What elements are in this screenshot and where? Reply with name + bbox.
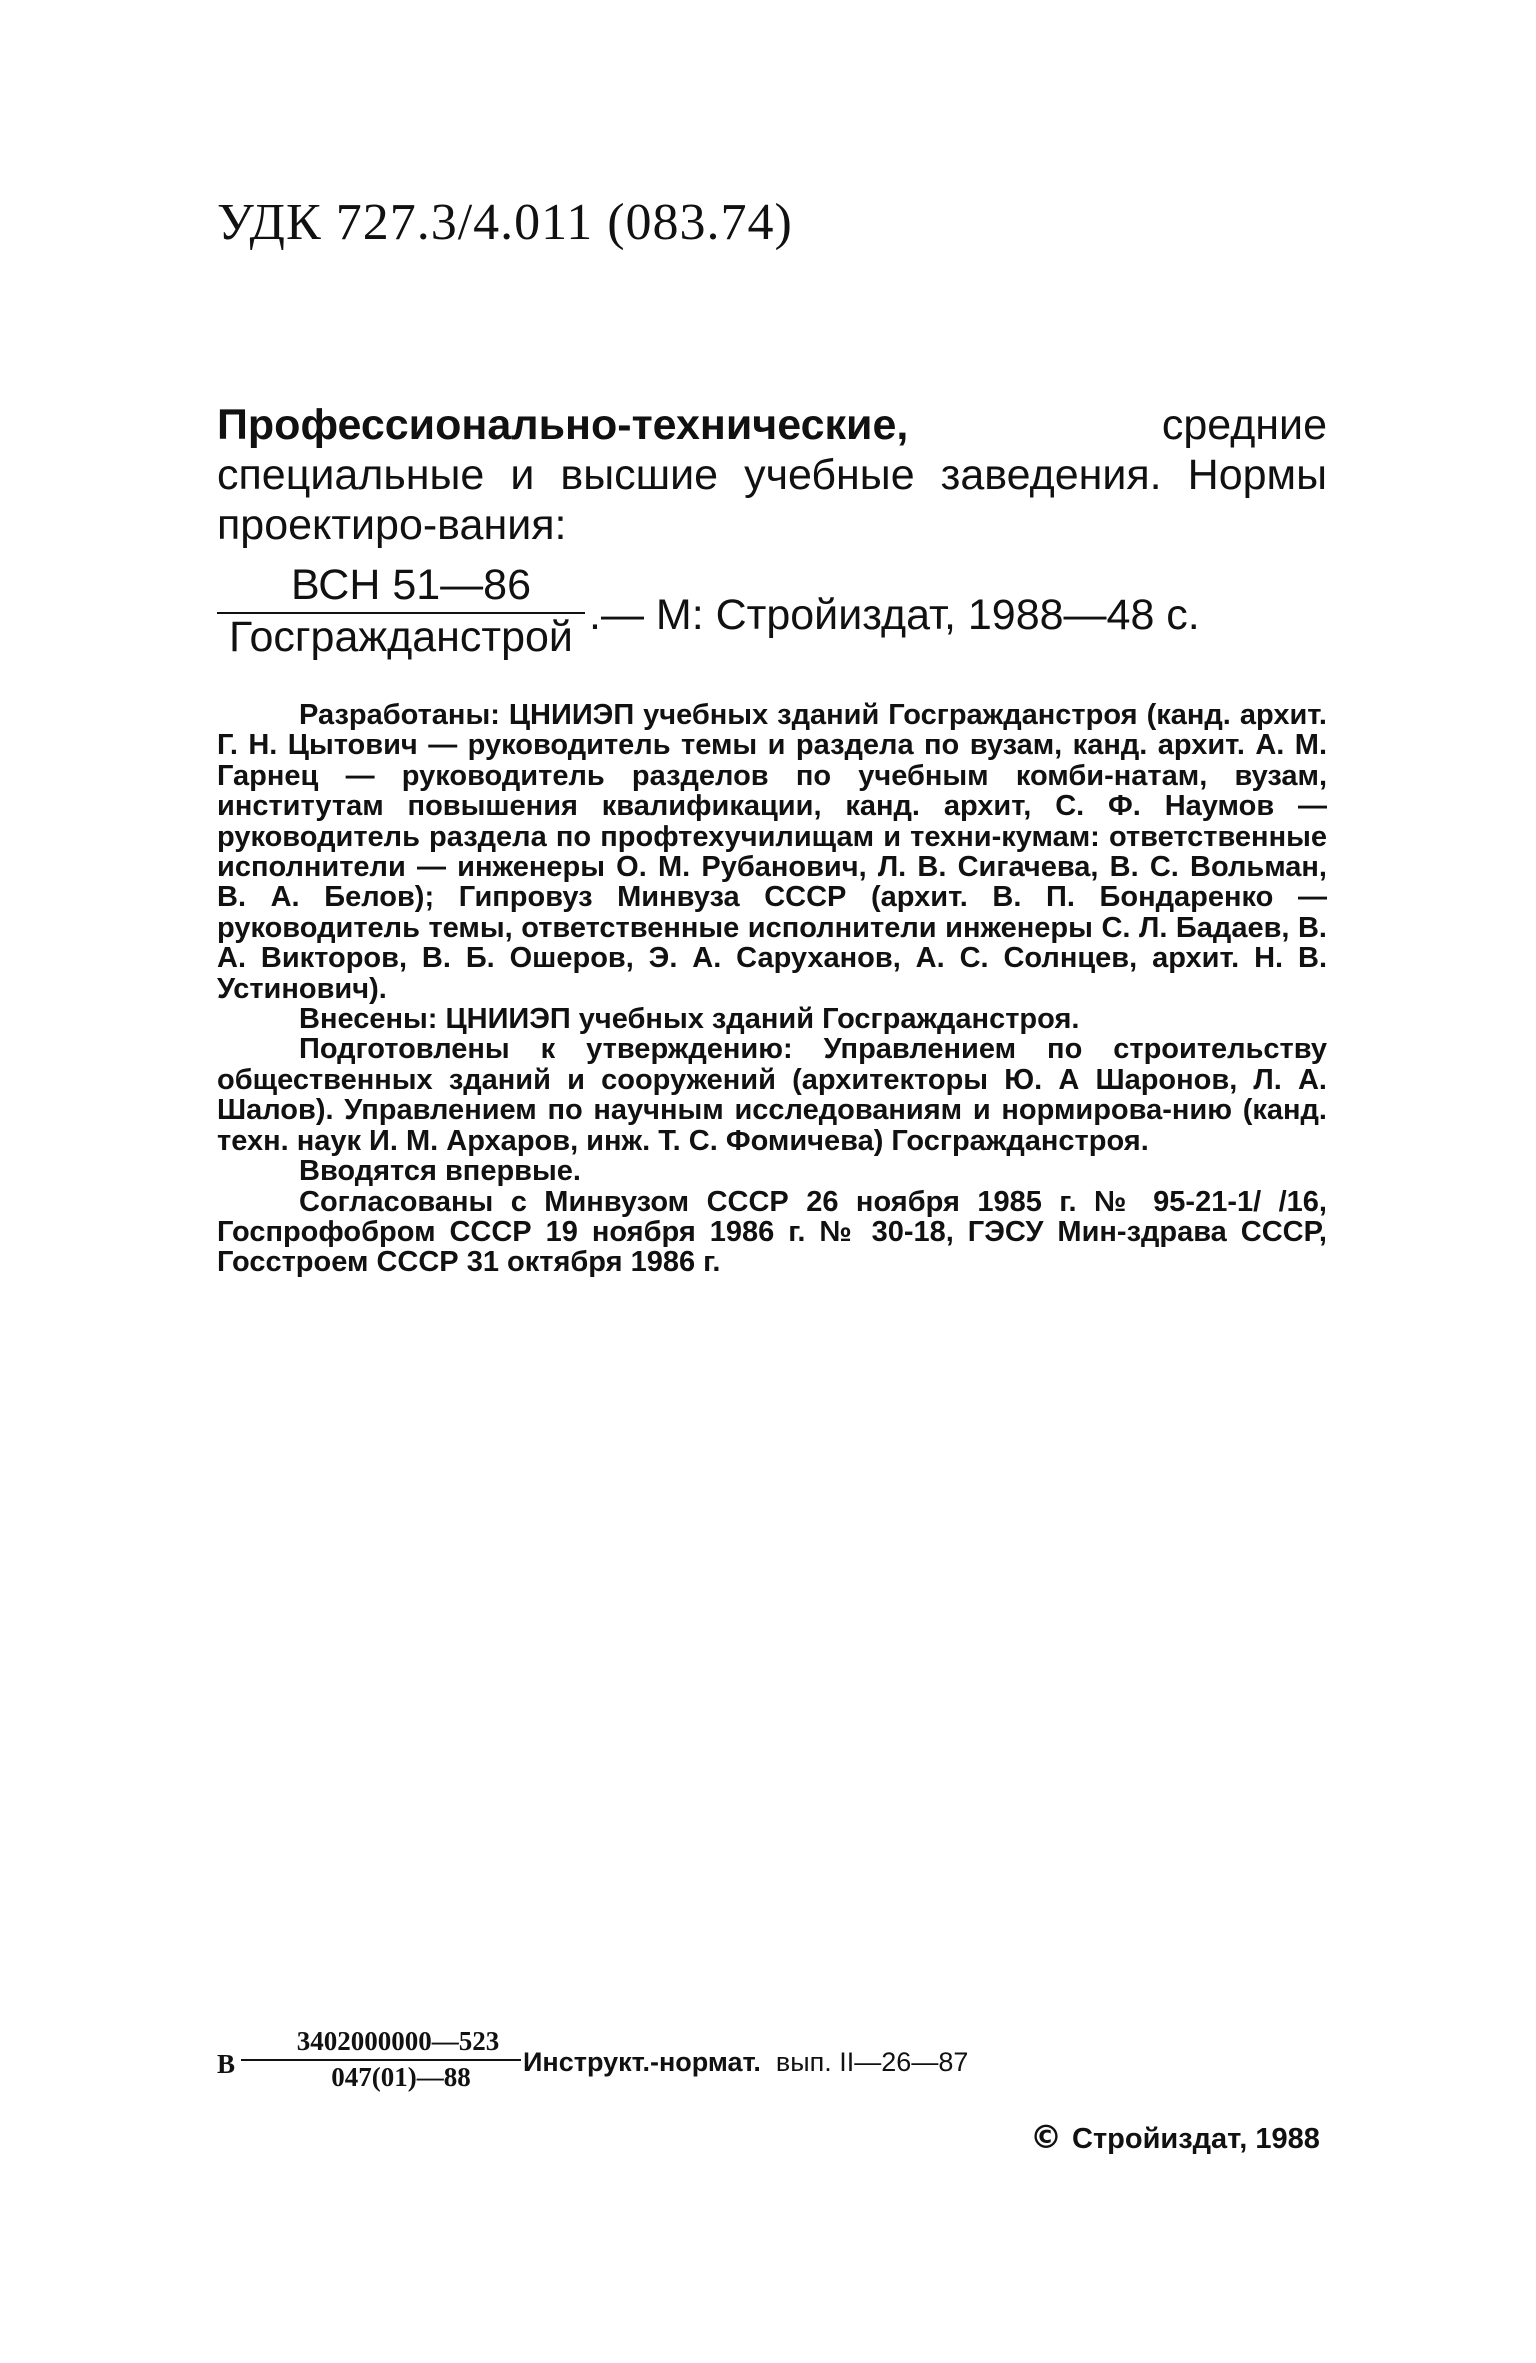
imprint-numerator: 3402000000—523 [296, 2026, 500, 2056]
credits-prepared: Подготовлены к утверждению: Управлением по строительству общественных зданий и сооружений (архитекторы Ю. А Шаронов, Л. А. Шалов). Управлением по научным исследованиям и нормирова-нию (канд. техн. наук И. М. Архаров, инж. Т. С. Фомичева) Госгражданстроя. [217, 1033, 1327, 1157]
reference-denominator: Госгражданстрой [229, 613, 573, 661]
imprint-issue: вып. II—26—87 [775, 2047, 969, 2077]
reference-line [217, 560, 1327, 670]
imprint-series [523, 2047, 968, 2078]
credits-introduced: Вводятся впервые. [299, 1155, 581, 1188]
reference-publisher: .— М: Стройиздат, 1988—48 с. [589, 591, 1200, 639]
credits-agreed: Согласованы с Минвузом СССР 26 ноября 1985 г. № 95-21-1/ /16, Госпрофобром СССР 19 ноября 1986 г. № 30-18, ГЭСУ Мин-здрава СССР, Госстроем СССР 31 октября 1986 г. [217, 1185, 1327, 1279]
imprint-denominator: 047(01)—88 [331, 2062, 471, 2092]
imprint-letter: В [217, 2049, 236, 2079]
book-title [217, 400, 1327, 550]
copyright-line [1030, 2118, 1320, 2156]
credits-block [217, 700, 1327, 1278]
imprint-fraction [241, 2025, 521, 2093]
copyright-text: Стройиздат, 1988 [1072, 2123, 1320, 2155]
credits-submitted: Внесены: ЦНИИЭП учебных зданий Госгражданстроя. [299, 1003, 1080, 1036]
reference-numerator: ВСН 51—86 [291, 561, 531, 609]
credits-developed: Разработаны: ЦНИИЭП учебных зданий Госгражданстроя (канд. архит. Г. Н. Цытович — руководитель темы и раздела по вузам, канд. архит. А. М. Гарнец — руководитель разделов по учебным комби-натам, вузам, институтам повышения квалификации, канд. архит, С. Ф. Наумов — руководитель раздела по профтехучилищам и техни-кумам: ответственные исполнители — инженеры О. М. Рубанович, Л. В. Сигачева, В. С. Вольман, В. А. Белов); Гипровуз Минвуза СССР (архит. В. П. Бондаренко — руководитель темы, ответственные исполнители инженеры С. Л. Бадаев, В. А. Викторов, В. Б. Ошеров, Э. А. Саруханов, А. С. Солнцев, архит. Н. В. Устинович). [217, 699, 1327, 1005]
copyright-icon: © [1030, 2118, 1062, 2156]
imprint-series-name: Инструкт.-нормат. [523, 2047, 761, 2077]
reference-fraction [217, 560, 585, 662]
udk-code: УДК 727.3/4.011 (083.74) [217, 194, 793, 251]
title-bold-part: Профессионально-технические, [217, 401, 909, 449]
imprint-code [217, 2025, 1327, 2105]
title-rest: средние специальные и высшие учебные заведения. Нормы проектиро-вания: [217, 401, 1327, 549]
